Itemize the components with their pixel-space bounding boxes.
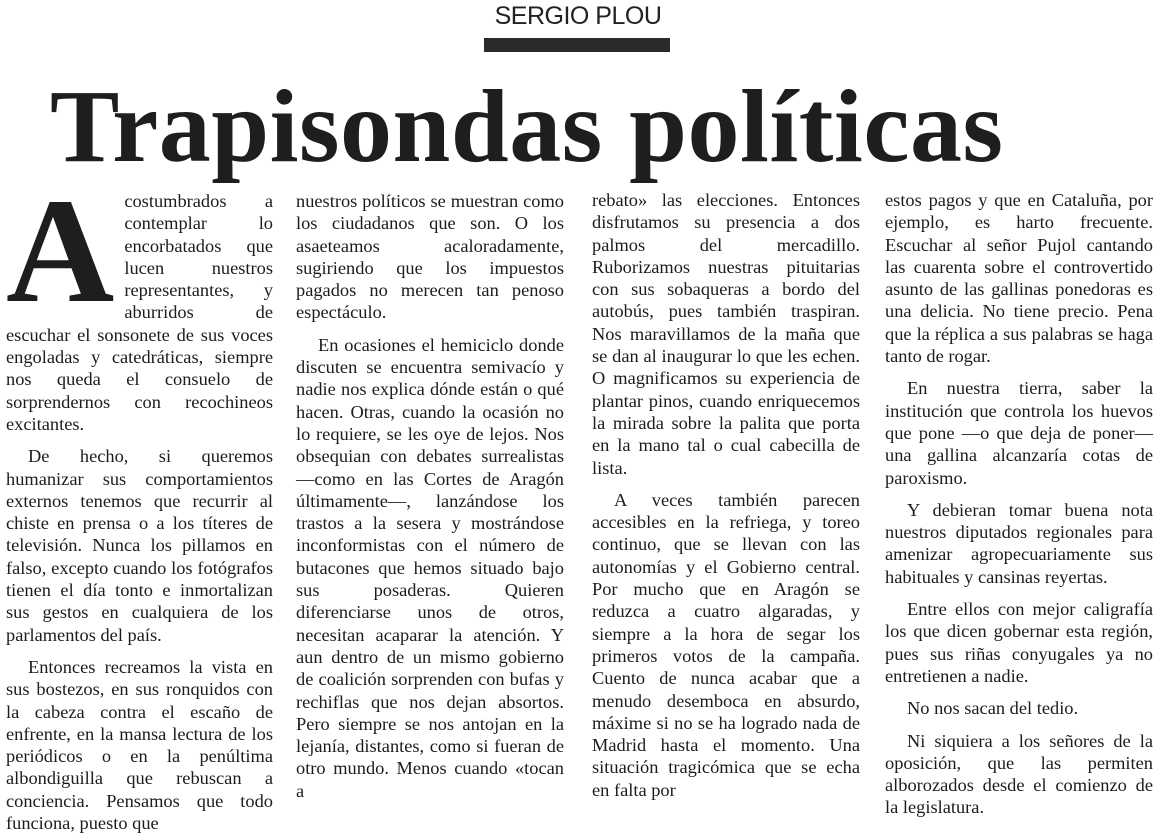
paragraph: En ocasiones el hemiciclo donde discuten se encuentra semivacío y nadie nos explica dónde están o qué hacen. Otras, cuando la ocasión no lo requiere, se les oye de lejos. Nos obsequian con debates surrealistas —como en las Cortes de Aragón últimamente—, lanzándose los trastos a la sesera y mostrándose inconformistas con el número de butacones que hemos situado bajo sus posaderas. Quieren diferenciarse unos de otros, necesitan acaparar la atención. Y aun dentro de un mismo gobierno de coalición sorprenden con bufas y rechiflas que nos dejan absortos. Pero siempre se nos antojan en la lejanía, distantes, como si fueran de otro mundo. Menos cuando «tocan a [296, 334, 564, 801]
paragraph: No nos sacan del tedio. [907, 698, 1079, 719]
drop-cap: A [6, 168, 115, 334]
byline-rule [484, 38, 670, 52]
paragraph: De hecho, si queremos humanizar sus comportamientos externos tenemos que recurrir al chiste en prensa o a los títeres de televisión. Nunca los pillamos en falso, excepto cuando los fotógrafos tienen el día tonto e inmortalizan sus gestos en cualquiera de los parlamentos del país. [6, 446, 273, 645]
paragraph: nuestros políticos se muestran como los ciudadanos que son. O los asaeteamos acaloradamente, sugiriendo que los impuestos pagados no merecen tan penoso espectáculo. [296, 191, 564, 323]
paragraph: rebato» las elecciones. Entonces disfrutamos su presencia a dos palmos del mercadillo. Ruborizamos nuestras pituitarias con sus sobaqueras a bordo del autobús, pues también traspiran. Nos maravillamos de la maña que se dan al inaugurar lo que les echen. O magnificamos su experiencia de plantar pinos, cuando enriquecemos la mirada sobre la palita que porta en la mano tal o cual cabecilla de lista. [592, 190, 860, 478]
article-column-2 [296, 190, 564, 801]
paragraph: Ni siquiera a los señores de la oposición, que las permiten alborozados desde el comienzo de la legislatura. [885, 730, 1153, 818]
author-byline: SERGIO PLOU [494, 2, 662, 30]
paragraph: En nuestra tierra, saber la institución que controla los huevos que pone —o que deja de poner— una gallina alcanzaría cotas de paroxismo. [885, 378, 1153, 488]
article-column-4 [885, 189, 1153, 818]
paragraph: estos pagos y que en Cataluña, por ejemplo, es harto frecuente. Escuchar al señor Pujol cantando las cuarenta sobre el controvertido asunto de las gallinas ponedoras es una delicia. No tiene precio. Pena que la réplica a sus palabras se haga tanto de rogar. [885, 190, 1153, 367]
paragraph: Y debieran tomar buena nota nuestros diputados regionales para amenizar agropecuariamente sus habituales y cansinas reyertas. [885, 499, 1153, 587]
article-headline: Trapisondas políticas [50, 69, 1004, 184]
paragraph: A veces también parecen accesibles en la refriega, y toreo continuo, que se llevan con las autonomías y el Gobierno central. Por mucho que en Aragón se reduzca a cuatro algaradas, y siempre a la hora de segar los primeros votos de la campaña. Cuento de nunca acabar que a menudo desemboca en absurdo, máxime si no se ha logrado nada de Madrid hasta el momento. Una situación tragicómica que se echa en falta por [592, 489, 860, 800]
paragraph: Entonces recreamos la vista en sus bostezos, en sus ronquidos con la cabeza contra el escaño de enfrente, en la mansa lectura de los periódicos o en la penúltima albondiguilla que rebuscan a conciencia. Pensamos que todo funciona, puesto que [6, 656, 273, 834]
paragraph: Entre ellos con mejor caligrafía los que dicen gobernar esta región, pues sus riñas conyugales ya no entretienen a nadie. [885, 599, 1153, 686]
article-column-1 [6, 168, 273, 834]
article-column-3 [592, 189, 860, 800]
paragraph: costumbrados a contemplar lo encorbatados que lucen nuestros representantes, y aburridos de escuchar el sonsonete de sus voces engoladas y catedráticas, siempre nos queda el consuelo de sorprendernos con recochineos excitantes. [6, 191, 273, 434]
